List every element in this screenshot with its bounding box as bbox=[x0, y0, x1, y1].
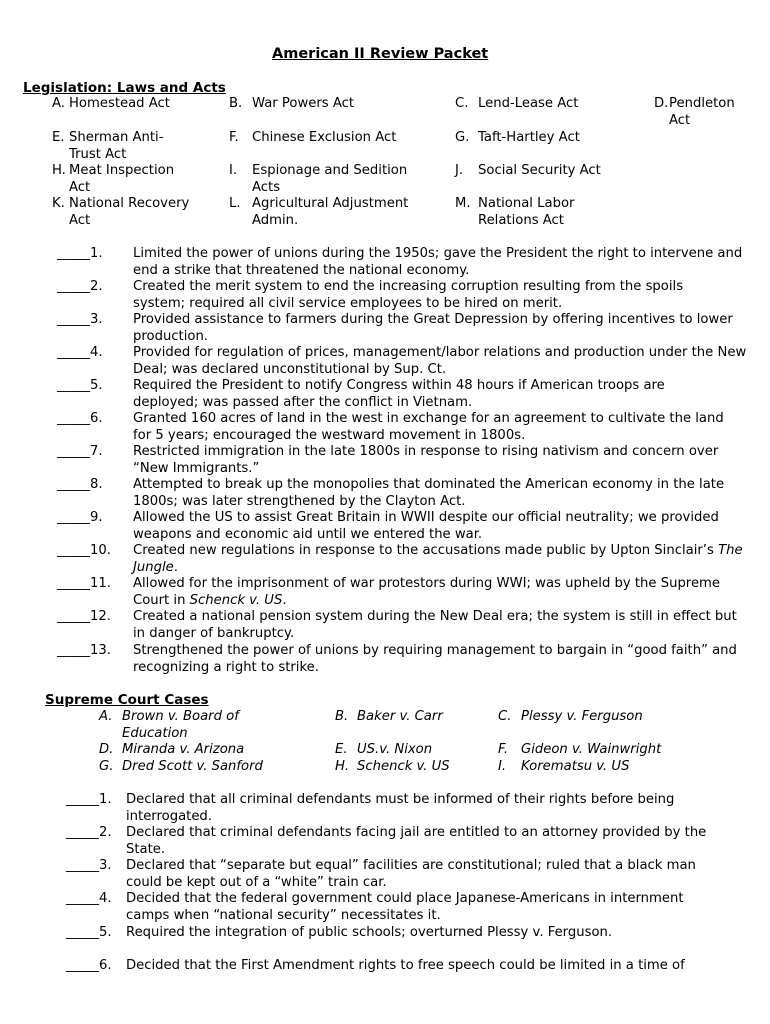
page-title: American II Review Packet bbox=[272, 46, 489, 62]
option-text: Gideon v. Wainwright bbox=[521, 742, 662, 757]
option-text: Baker v. Carr bbox=[357, 709, 443, 724]
answer-blank[interactable]: _____10. bbox=[57, 543, 111, 558]
option-letter: M. bbox=[455, 196, 471, 211]
option-letter: J. bbox=[455, 163, 464, 178]
question-italic-text: Schenck v. US bbox=[189, 592, 283, 608]
question-text: Allowed the US to assist Great Britain in WWII despite our official neutrality; we provided weapons and economic aid until we entered the war. bbox=[133, 510, 719, 542]
option-text: Dred Scott v. Sanford bbox=[122, 759, 263, 774]
question-text: Limited the power of unions during the 1950s; gave the President the right to intervene and end a strike that threatened the national economy. bbox=[133, 246, 743, 278]
question-text: Attempted to break up the monopolies that dominated the American economy in the late 1800s; was later strengthened by the Clayton Act. bbox=[133, 477, 725, 509]
question-main-text: Allowed for the imprisonment of war protestors during WWI; was upheld by the Supreme Court in bbox=[133, 576, 721, 608]
option-letter: F. bbox=[498, 742, 509, 757]
answer-blank[interactable]: _____9. bbox=[57, 510, 103, 525]
question-text: Declared that all criminal defendants must be informed of their rights before being interrogated. bbox=[126, 792, 675, 824]
option-text: Agricultural Adjustment Admin. bbox=[252, 196, 409, 228]
option-letter: C. bbox=[498, 709, 512, 724]
question-text: Created the merit system to end the increasing corruption resulting from the spoils system; required all civil service employees to be hired on merit. bbox=[133, 279, 684, 311]
option-letter: I. bbox=[229, 163, 238, 178]
option-text: Taft-Hartley Act bbox=[478, 130, 580, 145]
answer-blank[interactable]: _____4. bbox=[66, 891, 112, 906]
option-letter: L. bbox=[229, 196, 241, 211]
answer-blank[interactable]: _____7. bbox=[57, 444, 103, 459]
answer-blank[interactable]: _____5. bbox=[66, 925, 112, 940]
answer-blank[interactable]: _____1. bbox=[66, 792, 112, 807]
answer-blank[interactable]: _____1. bbox=[57, 246, 103, 261]
question-text: Restricted immigration in the late 1800s in response to rising nativism and concern over “New Immigrants.” bbox=[133, 444, 719, 476]
option-text: Lend-Lease Act bbox=[478, 96, 579, 111]
option-text: Social Security Act bbox=[478, 163, 601, 178]
option-text: National Recovery Act bbox=[69, 196, 190, 228]
option-text: US.v. Nixon bbox=[357, 742, 433, 757]
option-text: National Labor Relations Act bbox=[478, 196, 575, 228]
question-text: Required the integration of public schools; overturned Plessy v. Ferguson. bbox=[126, 925, 613, 940]
option-text: Schenck v. US bbox=[357, 759, 450, 774]
answer-blank[interactable]: _____11. bbox=[57, 576, 111, 591]
answer-blank[interactable]: _____8. bbox=[57, 477, 103, 492]
legislation-heading: Legislation: Laws and Acts bbox=[23, 80, 226, 96]
question-text: Provided for regulation of prices, management/labor relations and production under the New Deal; was declared unconstitutional by Sup. Ct. bbox=[133, 345, 747, 377]
answer-blank[interactable]: _____6. bbox=[57, 411, 103, 426]
option-text: Plessy v. Ferguson bbox=[521, 709, 643, 724]
answer-blank[interactable]: _____6. bbox=[66, 958, 112, 973]
option-text: Sherman Anti-Trust Act bbox=[69, 130, 164, 162]
question-text bbox=[133, 543, 758, 576]
option-text: War Powers Act bbox=[252, 96, 355, 111]
option-letter: C. bbox=[455, 96, 469, 111]
answer-blank[interactable]: _____2. bbox=[57, 279, 103, 294]
option-letter: K. bbox=[52, 196, 65, 211]
option-letter: I. bbox=[498, 759, 507, 774]
option-letter: H. bbox=[52, 163, 66, 178]
option-letter: H. bbox=[335, 759, 350, 774]
option-letter: A. bbox=[99, 709, 113, 724]
option-letter: G. bbox=[455, 130, 470, 145]
option-letter: F. bbox=[229, 130, 239, 145]
question-after-text: . bbox=[282, 592, 287, 608]
question-text: Granted 160 acres of land in the west in exchange for an agreement to cultivate the land for 5 years; encouraged the westward movement in 1800s. bbox=[133, 411, 724, 443]
option-letter: B. bbox=[335, 709, 349, 724]
option-text: Meat Inspection Act bbox=[69, 163, 175, 195]
question-text: Declared that criminal defendants facing jail are entitled to an attorney provided by the State. bbox=[126, 825, 707, 857]
answer-blank[interactable]: _____13. bbox=[57, 643, 111, 658]
question-main-text: Created new regulations in response to the accusations made public by Upton Sinclair’s bbox=[133, 543, 714, 558]
option-letter: G. bbox=[99, 759, 114, 774]
option-text: Pendleton Act bbox=[669, 96, 735, 128]
answer-blank[interactable]: _____3. bbox=[66, 858, 112, 873]
option-text: Chinese Exclusion Act bbox=[252, 130, 397, 145]
option-letter: E. bbox=[52, 130, 65, 145]
option-text: Korematsu v. US bbox=[521, 759, 630, 774]
question-text: Strengthened the power of unions by requiring management to bargain in “good faith” and recognizing a right to strike. bbox=[133, 643, 737, 675]
question-text: Decided that the federal government could place Japanese-Americans in internment camps when “national security” necessitates it. bbox=[126, 891, 684, 923]
option-letter: A. bbox=[52, 96, 65, 111]
option-text: Homestead Act bbox=[69, 96, 170, 111]
answer-blank[interactable]: _____3. bbox=[57, 312, 103, 327]
option-letter: D. bbox=[654, 96, 669, 111]
answer-blank[interactable]: _____12. bbox=[57, 609, 111, 624]
answer-blank[interactable]: _____2. bbox=[66, 825, 112, 840]
answer-blank[interactable]: _____4. bbox=[57, 345, 103, 360]
question-text: Created a national pension system during the New Deal era; the system is still in effect but in danger of bankruptcy. bbox=[133, 609, 737, 641]
question-text: Declared that “separate but equal” facilities are constitutional; ruled that a black man could be kept out of a “white” train car. bbox=[126, 858, 696, 890]
option-letter: E. bbox=[335, 742, 348, 757]
question-text: Provided assistance to farmers during the Great Depression by offering incentives to lower production. bbox=[133, 312, 733, 344]
answer-blank[interactable]: _____5. bbox=[57, 378, 103, 393]
option-text: Brown v. Board of Education bbox=[122, 709, 239, 741]
option-letter: B. bbox=[229, 96, 243, 111]
question-after-text: . bbox=[173, 559, 178, 575]
question-italic-text: The Jungle bbox=[133, 543, 743, 575]
court-heading: Supreme Court Cases bbox=[45, 692, 209, 708]
question-text bbox=[133, 576, 758, 609]
option-letter: D. bbox=[99, 742, 114, 757]
question-text: Decided that the First Amendment rights to free speech could be limited in a time of bbox=[126, 958, 685, 973]
option-text: Espionage and Sedition Acts bbox=[252, 163, 408, 195]
question-text: Required the President to notify Congress within 48 hours if American troops are deployed; was passed after the conflict in Vietnam. bbox=[133, 378, 665, 410]
option-text: Miranda v. Arizona bbox=[122, 742, 245, 757]
